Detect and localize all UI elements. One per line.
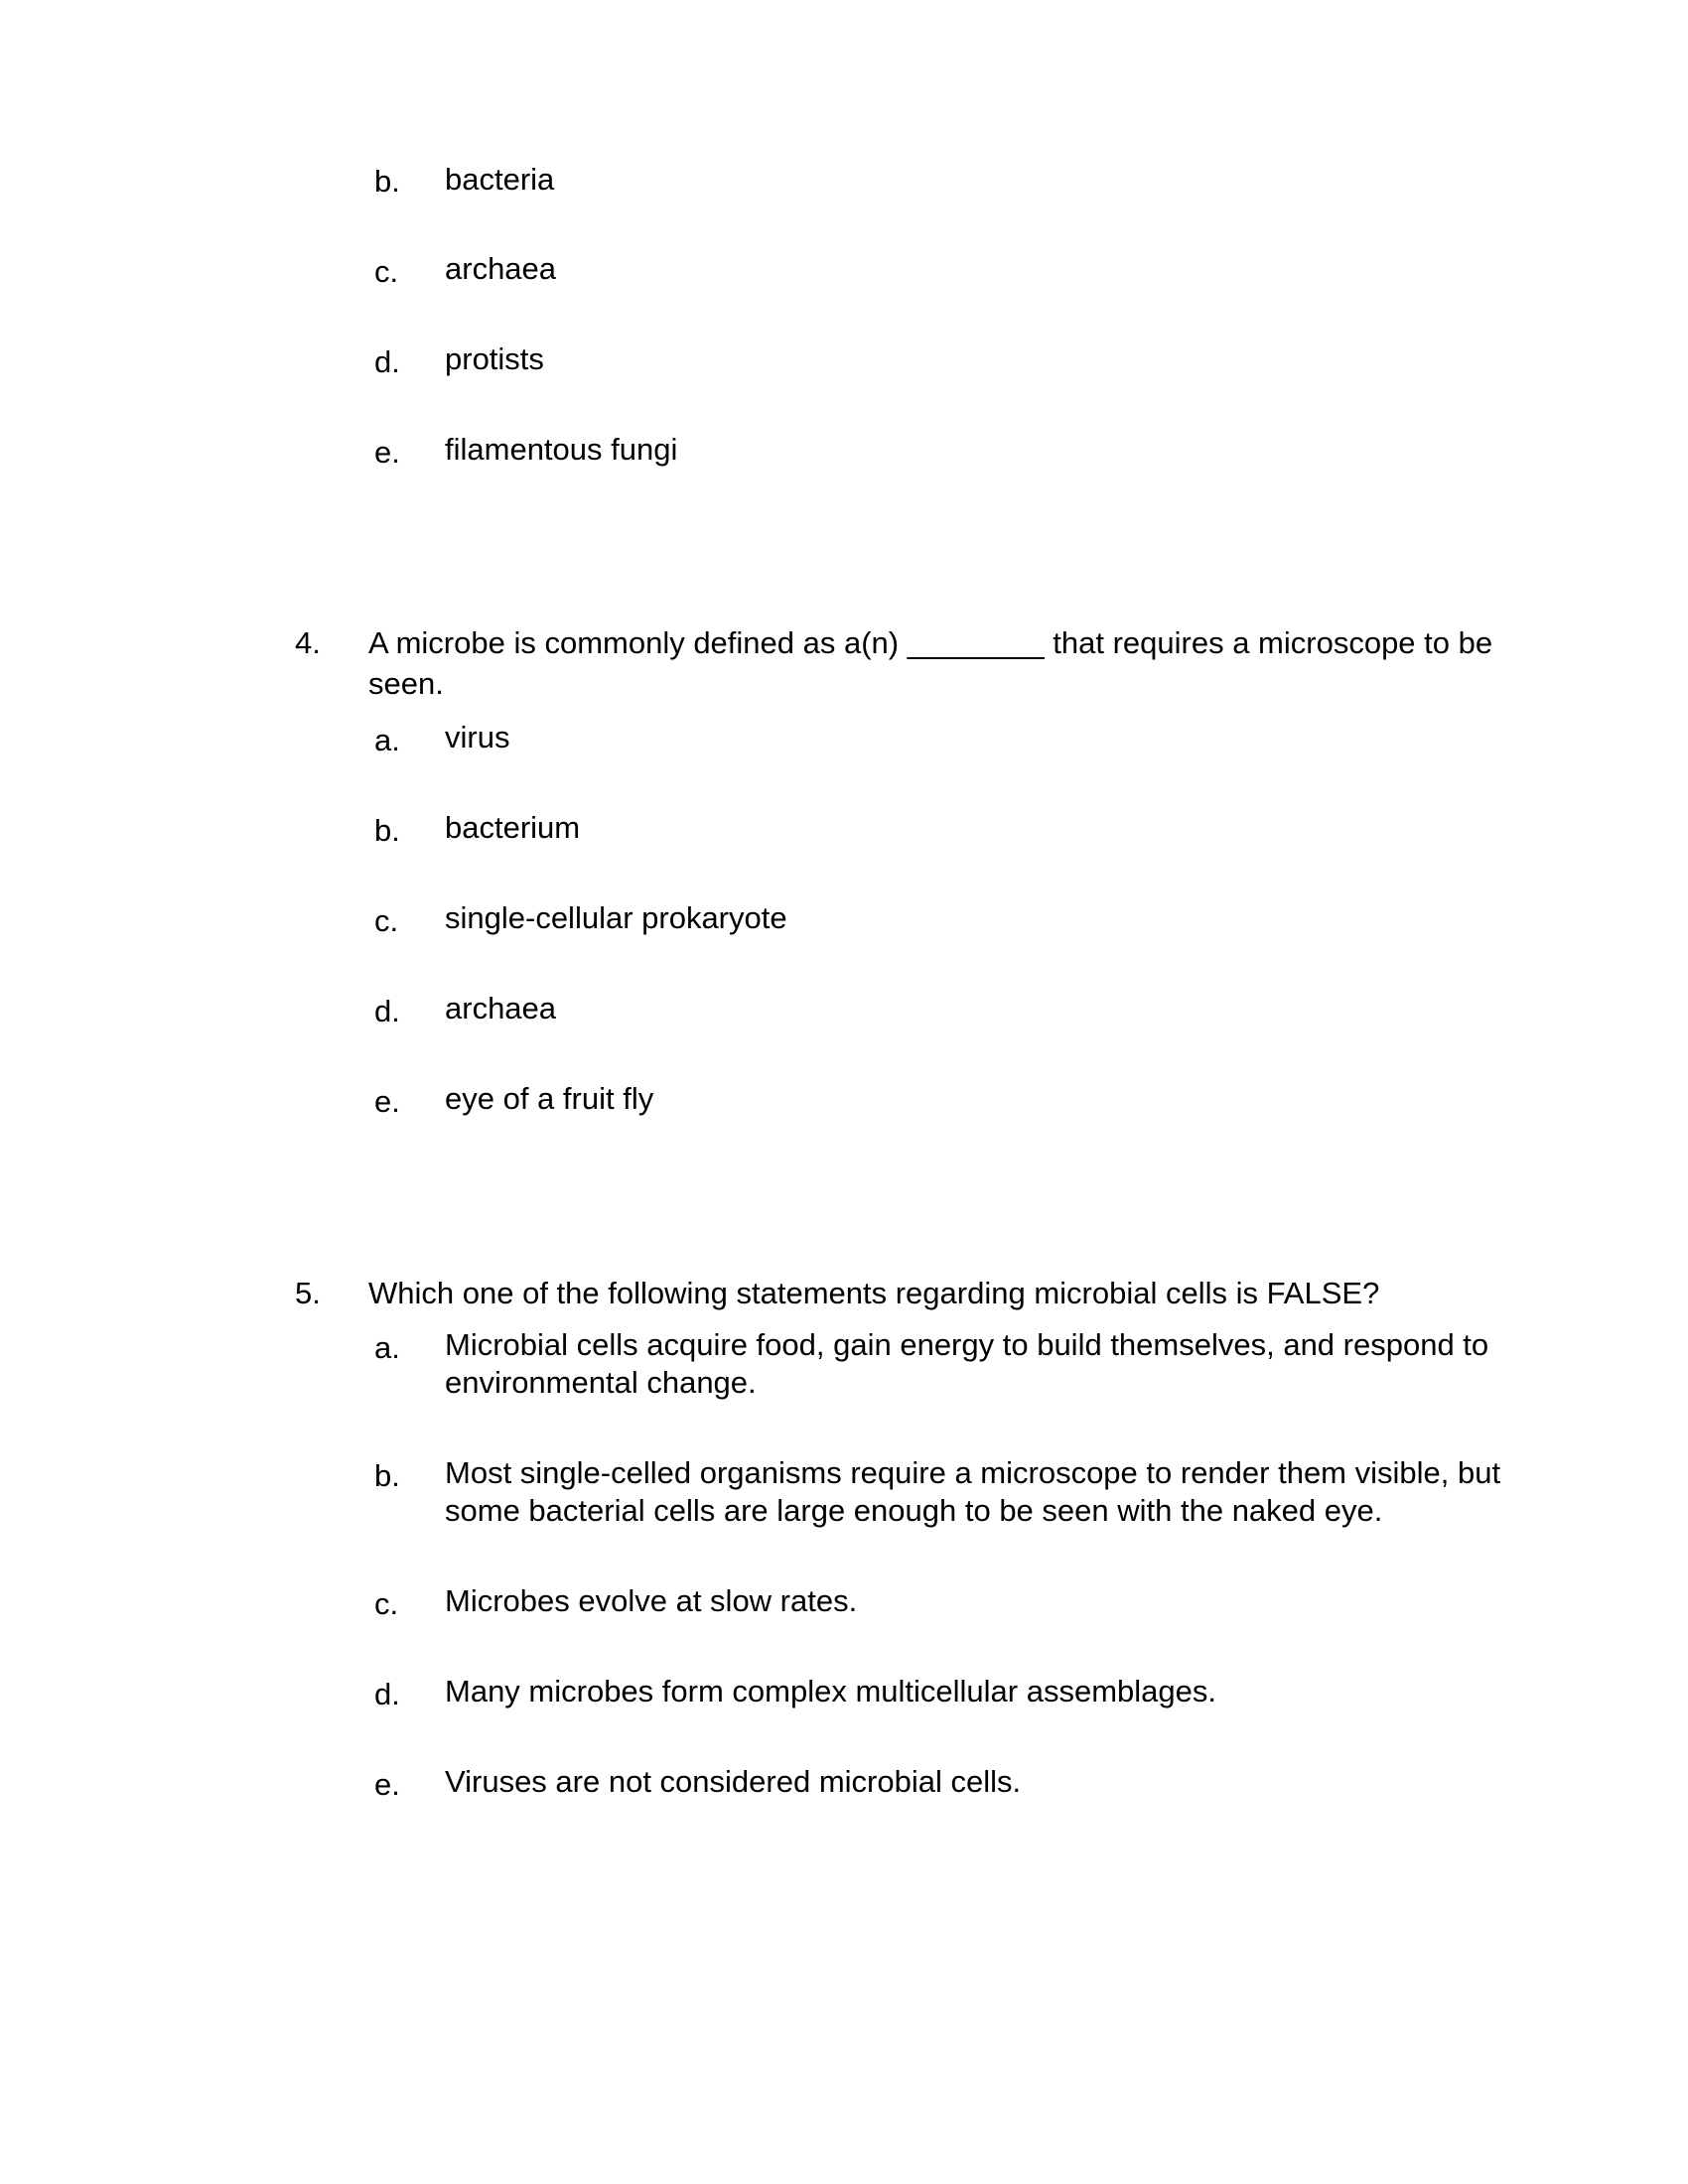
option-text: Viruses are not considered microbial cells. bbox=[445, 1764, 1022, 1799]
option-text: virus bbox=[445, 720, 510, 754]
option-letter: d. bbox=[374, 1677, 400, 1711]
option-text: protists bbox=[445, 341, 544, 376]
option-text: archaea bbox=[445, 991, 557, 1025]
option-text: single-cellular prokaryote bbox=[445, 900, 787, 935]
question-text-line-2: seen. bbox=[368, 666, 444, 701]
option-text: bacterium bbox=[445, 810, 581, 845]
option-letter: e. bbox=[374, 1767, 400, 1802]
option-letter: c. bbox=[374, 254, 399, 289]
question-number: 4. bbox=[295, 625, 321, 660]
option-letter: d. bbox=[374, 344, 400, 379]
option-text-line-2: environmental change. bbox=[445, 1365, 757, 1400]
option-letter: b. bbox=[374, 1458, 400, 1493]
option-letter: b. bbox=[374, 813, 400, 848]
option-letter: c. bbox=[374, 1586, 399, 1621]
question-text-line-1: A microbe is commonly defined as a(n) ________ that requires a microscope to be bbox=[368, 625, 1493, 660]
option-letter: e. bbox=[374, 435, 400, 470]
question-text: Which one of the following statements regarding microbial cells is FALSE? bbox=[368, 1276, 1380, 1310]
option-letter: d. bbox=[374, 994, 400, 1028]
option-text: archaea bbox=[445, 251, 557, 286]
option-text: Many microbes form complex multicellular assemblages. bbox=[445, 1674, 1216, 1708]
option-text-line-1: Most single-celled organisms require a microscope to render them visible, but bbox=[445, 1455, 1501, 1490]
option-letter: b. bbox=[374, 164, 400, 199]
option-letter: c. bbox=[374, 903, 399, 938]
option-text-line-1: Microbial cells acquire food, gain energy to build themselves, and respond to bbox=[445, 1327, 1489, 1362]
option-letter: a. bbox=[374, 1330, 400, 1365]
option-text: eye of a fruit fly bbox=[445, 1081, 654, 1116]
question-number: 5. bbox=[295, 1276, 321, 1310]
option-letter: e. bbox=[374, 1084, 400, 1119]
option-text: filamentous fungi bbox=[445, 432, 678, 467]
option-text: bacteria bbox=[445, 162, 555, 197]
option-letter: a. bbox=[374, 723, 400, 757]
option-text: Microbes evolve at slow rates. bbox=[445, 1583, 858, 1618]
option-text-line-2: some bacterial cells are large enough to be seen with the naked eye. bbox=[445, 1493, 1383, 1528]
